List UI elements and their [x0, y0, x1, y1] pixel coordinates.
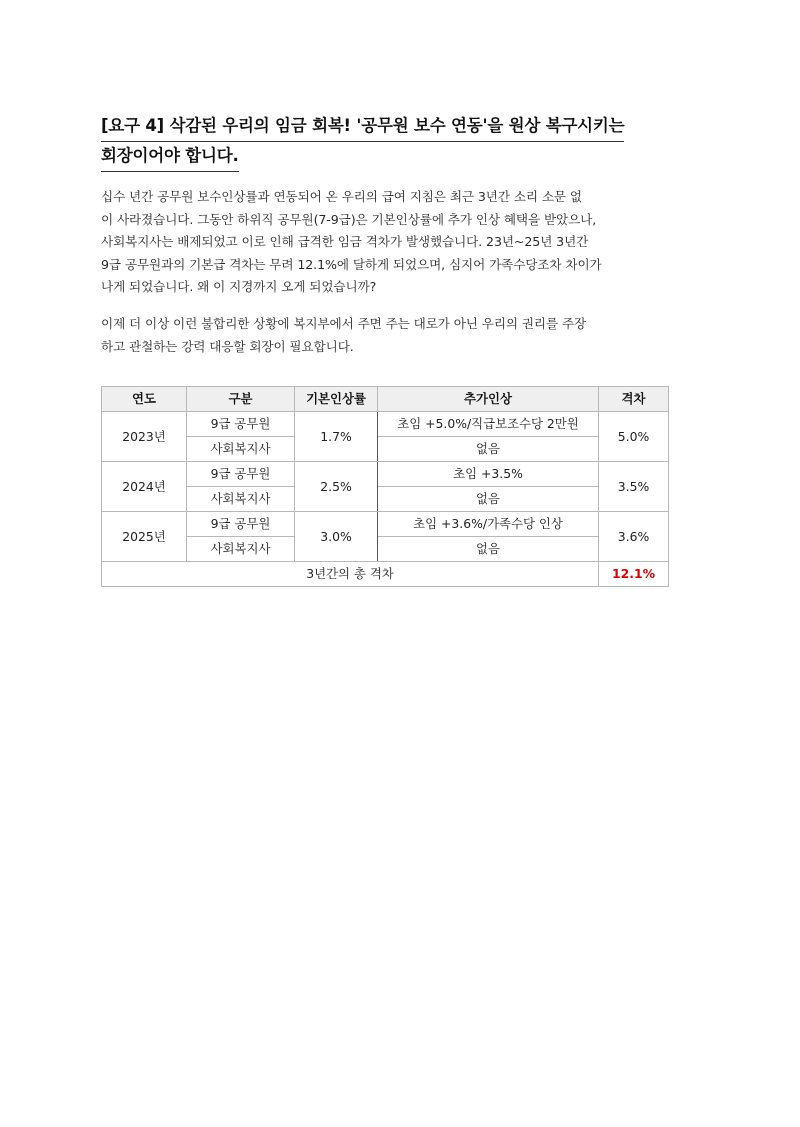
- table-row: [102, 437, 669, 462]
- year-cell: 2023년: [102, 412, 187, 462]
- gap-cell: 5.0%: [599, 412, 669, 462]
- base-rate-cell: 3.0%: [295, 512, 378, 562]
- wage-gap-table: [101, 386, 669, 587]
- total-gap-value: 12.1%: [599, 562, 669, 587]
- table-row: [102, 487, 669, 512]
- additional-cell: 없음: [378, 437, 599, 462]
- heading-line-2: [101, 142, 661, 172]
- table-row: [102, 462, 669, 487]
- heading-text-1: [요구 4] 삭감된 우리의 임금 회복! '공무원 보수 연동'을 원상 복구시키는: [101, 112, 624, 142]
- paragraph-line: 하고 관철하는 강력 대응할 회장이 필요합니다.: [101, 338, 354, 354]
- gap-cell: 3.5%: [599, 462, 669, 512]
- category-cell: 9급 공무원: [187, 412, 295, 437]
- header-additional: 추가인상: [378, 387, 599, 412]
- paragraph-call-to-action: [101, 313, 671, 358]
- header-gap: 격차: [599, 387, 669, 412]
- table-row: [102, 412, 669, 437]
- heading-line-1: [101, 112, 661, 142]
- paragraph-line: 사회복지사는 배제되었고 이로 인해 급격한 임금 격차가 발생했습니다. 23년~25년 3년간: [101, 234, 589, 249]
- section-heading: [101, 112, 661, 172]
- additional-cell: 초임 +3.6%/가족수당 인상: [378, 512, 599, 537]
- table-row: [102, 512, 669, 537]
- year-cell: 2025년: [102, 512, 187, 562]
- paragraph-line: 9급 공무원과의 기본급 격차는 무려 12.1%에 달하게 되었으며, 심지어 가족수당조차 차이가: [101, 256, 602, 272]
- header-base-rate: 기본인상률: [295, 387, 378, 412]
- year-cell: 2024년: [102, 462, 187, 512]
- total-label-cell: 3년간의 총 격차: [102, 562, 599, 587]
- additional-cell: 초임 +3.5%: [378, 462, 599, 487]
- paragraph-wage-gap: [101, 186, 671, 299]
- additional-cell: 없음: [378, 487, 599, 512]
- category-cell: 9급 공무원: [187, 512, 295, 537]
- paragraph-line: 이제 더 이상 이런 불합리한 상황에 복지부에서 주면 주는 대로가 아닌 우리의 권리를 주장: [101, 316, 587, 331]
- category-cell: 사회복지사: [187, 487, 295, 512]
- table-header-row: [102, 387, 669, 412]
- additional-cell: 없음: [378, 537, 599, 562]
- base-rate-cell: 1.7%: [295, 412, 378, 462]
- header-year: 연도: [102, 387, 187, 412]
- header-category: 구분: [187, 387, 295, 412]
- heading-text-2: 회장이어야 합니다.: [101, 142, 239, 172]
- table-total-row: [102, 562, 669, 587]
- category-cell: 9급 공무원: [187, 462, 295, 487]
- paragraph-line: 나게 되었습니다. 왜 이 지경까지 오게 되었습니까?: [101, 279, 377, 294]
- paragraph-line: 이 사라졌습니다. 그동안 하위직 공무원(7-9급)은 기본인상률에 추가 인상 혜택을 받았으나,: [101, 211, 597, 227]
- category-cell: 사회복지사: [187, 437, 295, 462]
- table-row: [102, 537, 669, 562]
- paragraph-line: 십수 년간 공무원 보수인상률과 연동되어 온 우리의 급여 지침은 최근 3년간 소리 소문 없: [101, 189, 582, 204]
- additional-cell: 초임 +5.0%/직급보조수당 2만원: [378, 412, 599, 437]
- category-cell: 사회복지사: [187, 537, 295, 562]
- base-rate-cell: 2.5%: [295, 462, 378, 512]
- gap-cell: 3.6%: [599, 512, 669, 562]
